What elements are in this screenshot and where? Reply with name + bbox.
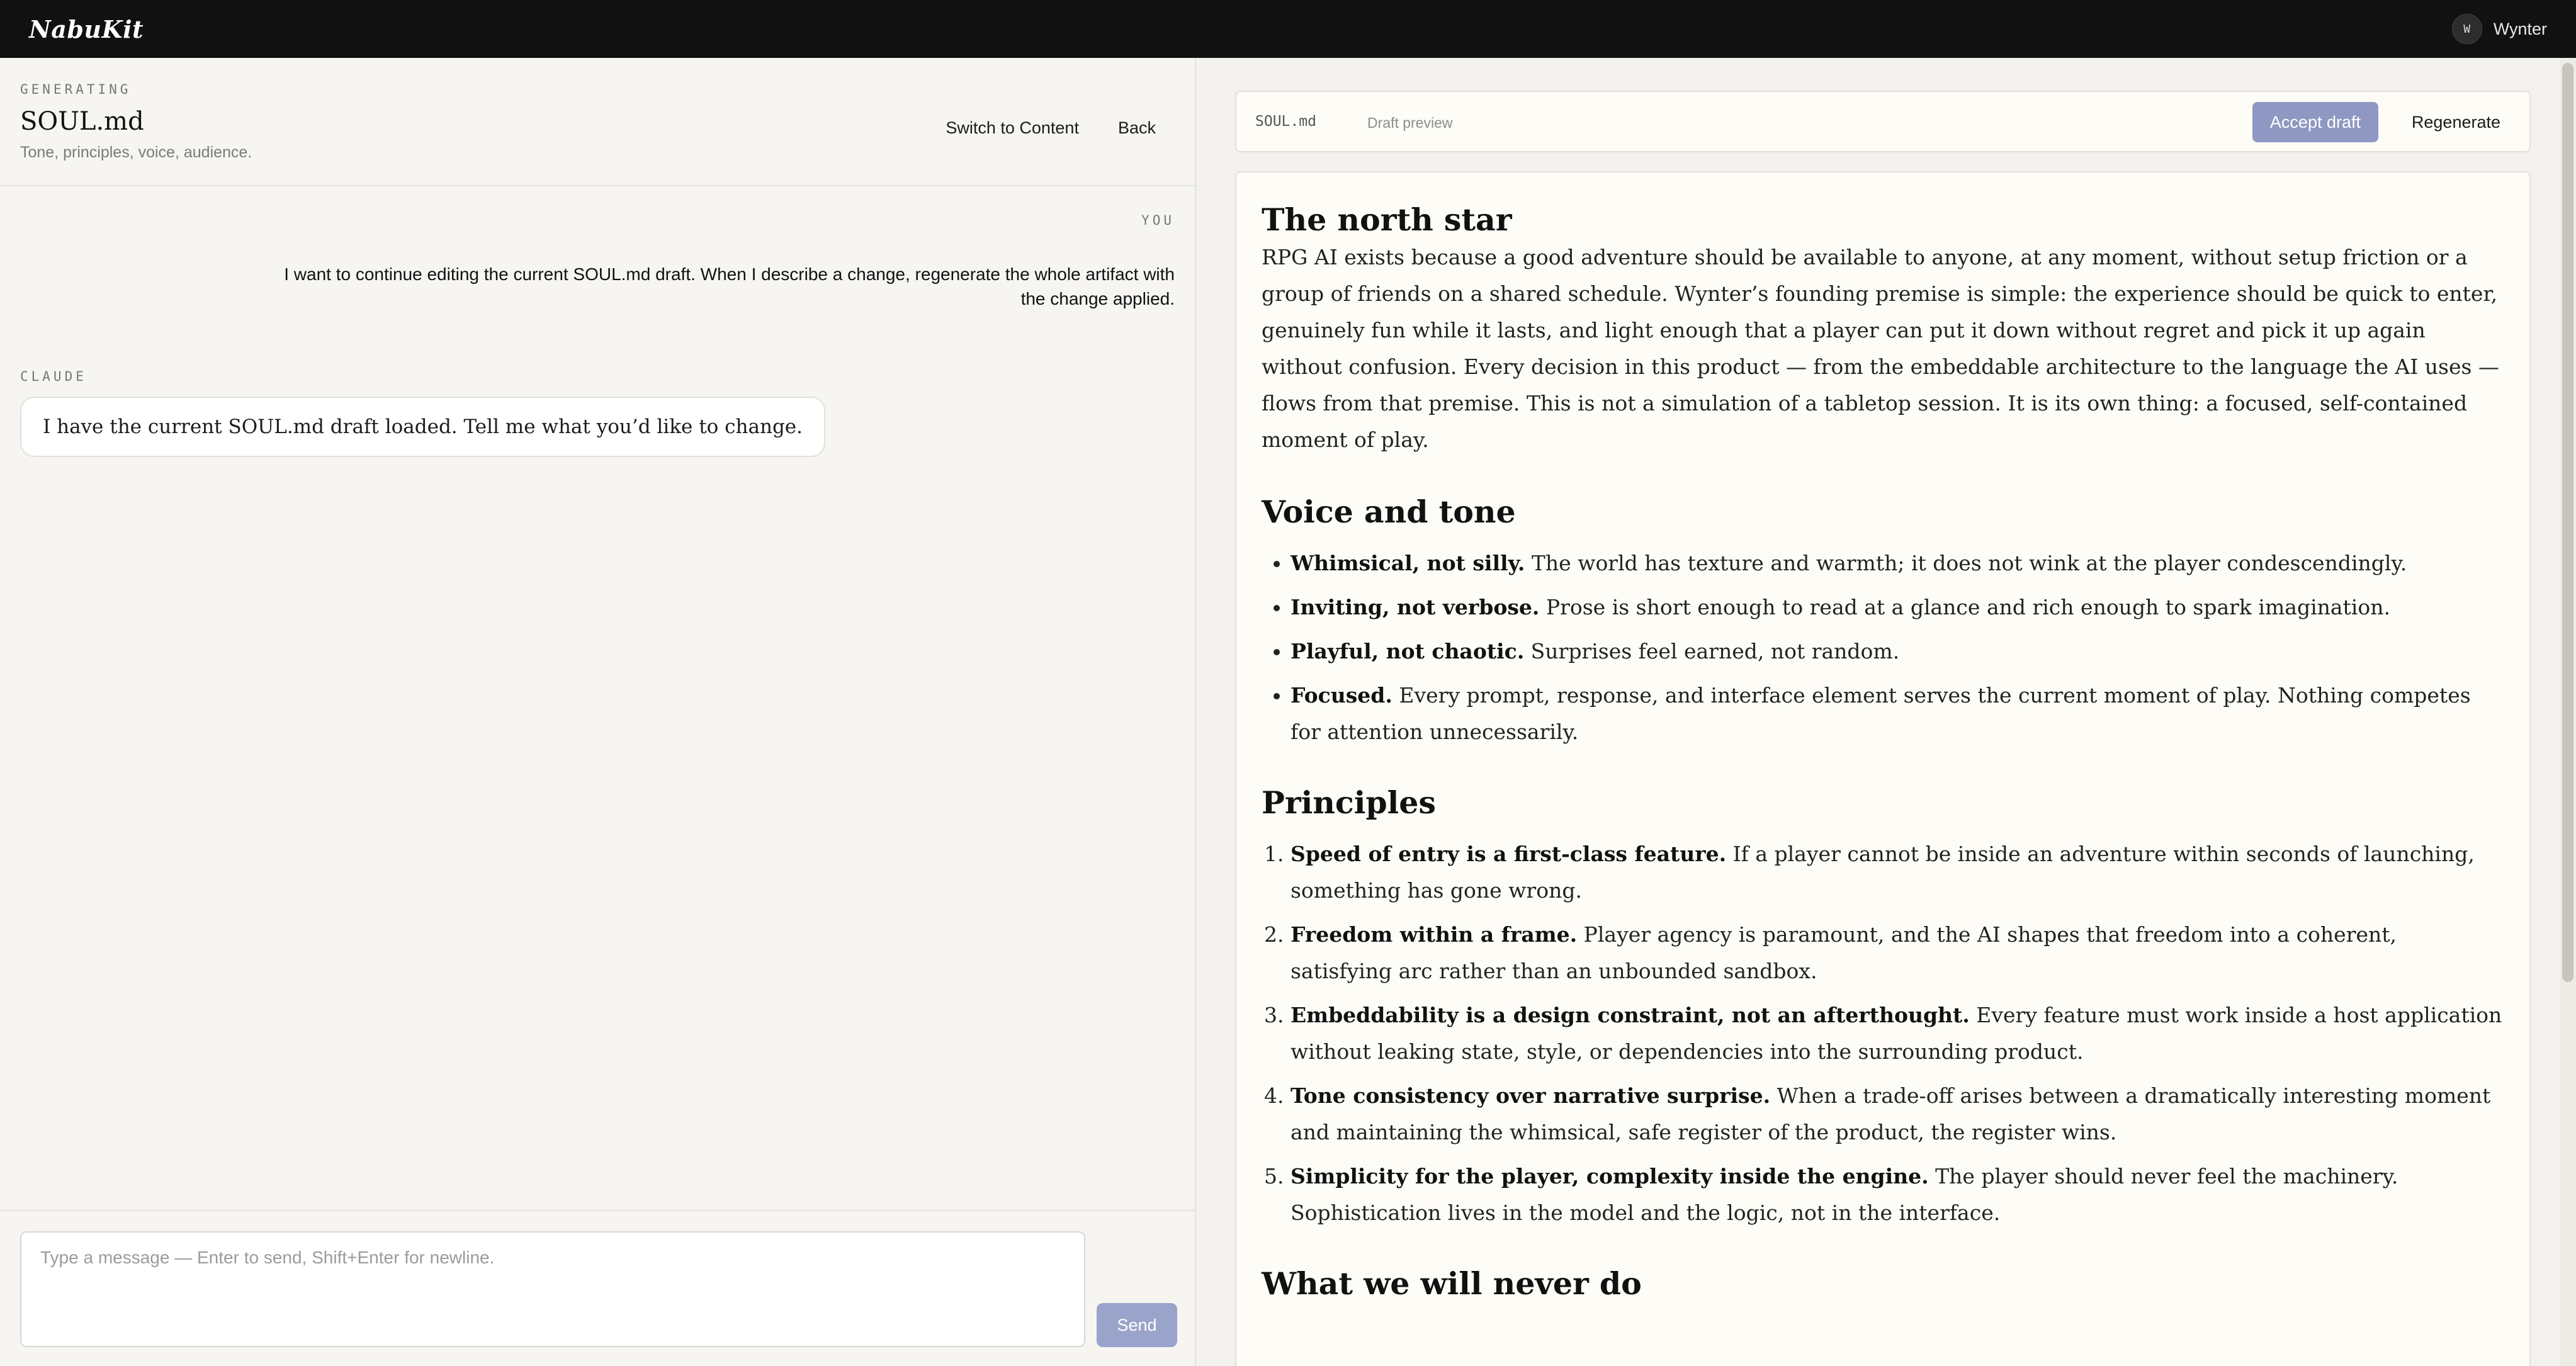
list-item-text: The player should never feel the machinery. Sophistication lives in the model and the logic, not in the interface. (1291, 1164, 2398, 1225)
top-bar (0, 0, 2576, 58)
chat-panel (0, 58, 1196, 1366)
user-menu[interactable] (2452, 14, 2547, 44)
draft-document (1235, 171, 2531, 1366)
header-actions (932, 110, 1170, 147)
back-button[interactable]: Back (1104, 110, 1170, 147)
principles-list (1262, 836, 2504, 1231)
message-role-assistant: CLAUDE (20, 369, 87, 384)
list-item (1291, 545, 2504, 582)
page-subtitle: Tone, principles, voice, audience. (20, 144, 252, 161)
accept-draft-button[interactable]: Accept draft (2252, 102, 2378, 142)
list-item (1291, 1158, 2504, 1231)
session-header (0, 58, 1195, 186)
user-message: I want to continue editing the current SOUL.md draft. When I describe a change, regenerate the whole artifact with the change applied. (284, 264, 1175, 308)
preview-panel[interactable] (1196, 58, 2576, 1366)
list-item-text: Every prompt, response, and interface element serves the current moment of play. Nothing competes for attention unnecessarily. (1291, 683, 2471, 744)
page-title: SOUL.md (20, 107, 144, 136)
list-item-title: Tone consistency over narrative surprise. (1291, 1083, 1771, 1108)
preview-scrollbar[interactable] (2560, 58, 2576, 1366)
list-item (1291, 677, 2504, 750)
section-heading-never: What we will never do (1262, 1265, 1642, 1302)
list-item (1291, 589, 2504, 626)
list-item-title: Focused. (1291, 683, 1393, 708)
user-name[interactable]: Wynter (2493, 19, 2547, 38)
list-item-text: Prose is short enough to read at a glance and rich enough to spark imagination. (1539, 595, 2390, 619)
avatar[interactable]: W (2452, 14, 2482, 44)
list-item-text: Player agency is paramount, and the AI shapes that freedom into a coherent, satisfying arc rather than an unbounded sandbox. (1291, 922, 2397, 983)
list-item (1291, 633, 2504, 670)
regenerate-button[interactable]: Regenerate (2402, 102, 2511, 142)
list-item (1291, 836, 2504, 909)
preview-toolbar (1235, 91, 2531, 152)
list-item-title: Inviting, not verbose. (1291, 595, 1540, 619)
list-item (1291, 1078, 2504, 1151)
preview-file-name: SOUL.md (1255, 113, 1316, 130)
list-item-text: If a player cannot be inside an adventure within seconds of launching, something has gone wrong. (1291, 842, 2475, 903)
list-item-title: Embeddability is a design constraint, not an afterthought. (1291, 1003, 1970, 1027)
section-body-north-star: RPG AI exists because a good adventure should be available to anyone, at any moment, without setup friction or a group of friends on a shared schedule. Wynter’s founding premise is simple: the experience should be quick to enter, genuinely fun while it lasts, and light enough that a player can put it down without regret and pick it up again without confusion. Every decision in this product — from the embeddable architecture to the language the AI uses — flows from that premise. This is not a simulation of a tabletop session. It is its own thing: a focused, self-contained moment of play. (1262, 245, 2499, 452)
list-item (1291, 997, 2504, 1070)
list-item-text: When a trade-off arises between a dramatically interesting moment and maintaining the whimsical, safe register of the product, the register wins. (1291, 1083, 2491, 1144)
message-role-user: YOU (1141, 213, 1175, 228)
list-item-text: Every feature must work inside a host application without leaking state, style, or dependencies into the surrounding product. (1291, 1003, 2502, 1064)
section-heading-north-star: The north star (1262, 201, 1512, 238)
list-item-title: Playful, not chaotic. (1291, 639, 1525, 663)
preview-label: Draft preview (1367, 115, 1453, 131)
list-item-title: Speed of entry is a first-class feature. (1291, 842, 1727, 866)
list-item-text: Surprises feel earned, not random. (1524, 639, 1900, 663)
list-item-title: Simplicity for the player, complexity inside the engine. (1291, 1164, 1929, 1188)
voice-list (1262, 545, 2504, 750)
list-item-title: Whimsical, not silly. (1291, 551, 1525, 575)
message-list[interactable] (0, 186, 1195, 1267)
scrollbar-thumb[interactable] (2562, 63, 2573, 982)
status-label: GENERATING (20, 82, 132, 97)
message-input[interactable] (20, 1231, 1085, 1347)
list-item (1291, 917, 2504, 990)
section-heading-voice: Voice and tone (1262, 494, 1516, 530)
section-heading-principles: Principles (1262, 784, 1436, 821)
app-logo[interactable]: NabuKit (29, 14, 144, 43)
list-item-title: Freedom within a frame. (1291, 922, 1578, 947)
switch-to-content-button[interactable]: Switch to Content (932, 110, 1093, 147)
send-button[interactable]: Send (1097, 1303, 1177, 1347)
message-composer (0, 1210, 1195, 1366)
list-item-text: The world has texture and warmth; it does not wink at the player condescendingly. (1525, 551, 2407, 575)
assistant-message: I have the current SOUL.md draft loaded. Tell me what you’d like to change. (20, 397, 825, 457)
